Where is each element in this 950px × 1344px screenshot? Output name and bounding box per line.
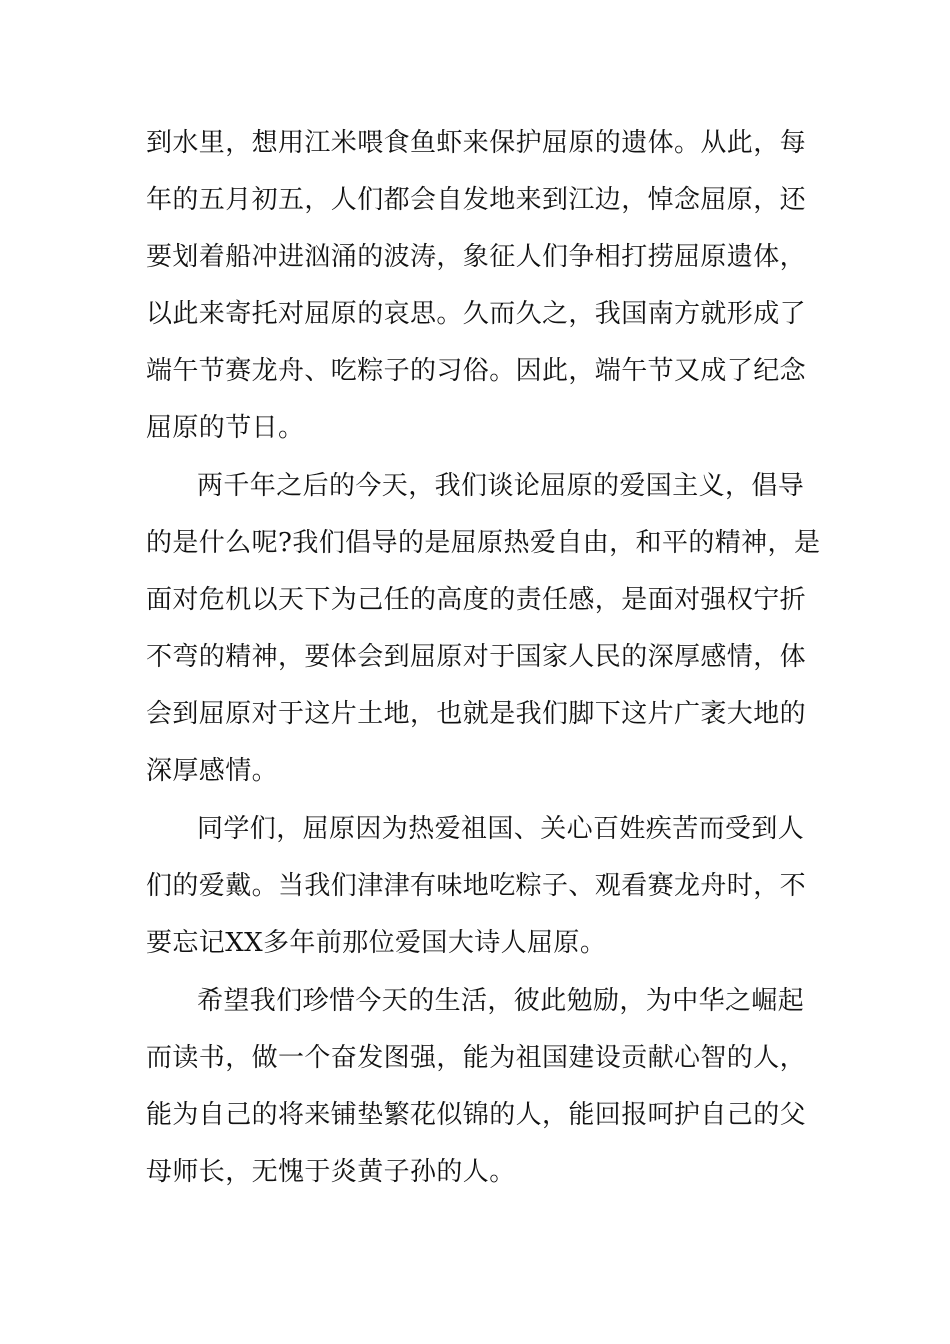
paragraph-2-line-2: 的是什么呢?我们倡导的是屈原热爱自由，和平的精神，是: [146, 528, 821, 558]
paragraph-2-line-3: 面对危机以天下为己任的高度的责任感，是面对强权宁折: [146, 585, 807, 615]
paragraph-4-line-4: 母师长，无愧于炎黄子孙的人。: [146, 1157, 516, 1187]
paragraph-4-line-1: 希望我们珍惜今天的生活，彼此勉励，为中华之崛起: [197, 986, 805, 1016]
paragraph-2-line-1: 两千年之后的今天，我们谈论屈原的爱国主义，倡导: [197, 471, 805, 501]
paragraph-3-line-2: 们的爱戴。当我们津津有味地吃粽子、观看赛龙舟时，不: [146, 871, 807, 901]
paragraph-1-line-1: 到水里，想用江米喂食鱼虾来保护屈原的遗体。从此，每: [146, 128, 807, 158]
paragraph-1-line-4: 以此来寄托对屈原的哀思。久而久之，我国南方就形成了: [146, 299, 807, 329]
paragraph-4-line-3: 能为自己的将来铺垫繁花似锦的人，能回报呵护自己的父: [146, 1100, 807, 1130]
paragraph-1-line-2: 年的五月初五，人们都会自发地来到江边，悼念屈原，还: [146, 185, 807, 215]
paragraph-2-line-5: 会到屈原对于这片土地，也就是我们脚下这片广袤大地的: [146, 699, 807, 729]
paragraph-1-line-3: 要划着船冲进汹涌的波涛，象征人们争相打捞屈原遗体，: [146, 242, 807, 272]
paragraph-1-line-5: 端午节赛龙舟、吃粽子的习俗。因此，端午节又成了纪念: [146, 356, 807, 386]
paragraph-4-line-2: 而读书，做一个奋发图强，能为祖国建设贡献心智的人，: [146, 1043, 807, 1073]
paragraph-3-line-1: 同学们，屈原因为热爱祖国、关心百姓疾苦而受到人: [197, 814, 805, 844]
paragraph-2-line-6: 深厚感情。: [146, 756, 279, 786]
paragraph-2-line-4: 不弯的精神，要体会到屈原对于国家人民的深厚感情，体: [146, 642, 807, 672]
paragraph-1-line-6: 屈原的节日。: [146, 413, 305, 443]
paragraph-3-line-3: 要忘记XX多年前那位爱国大诗人屈原。: [146, 928, 607, 958]
